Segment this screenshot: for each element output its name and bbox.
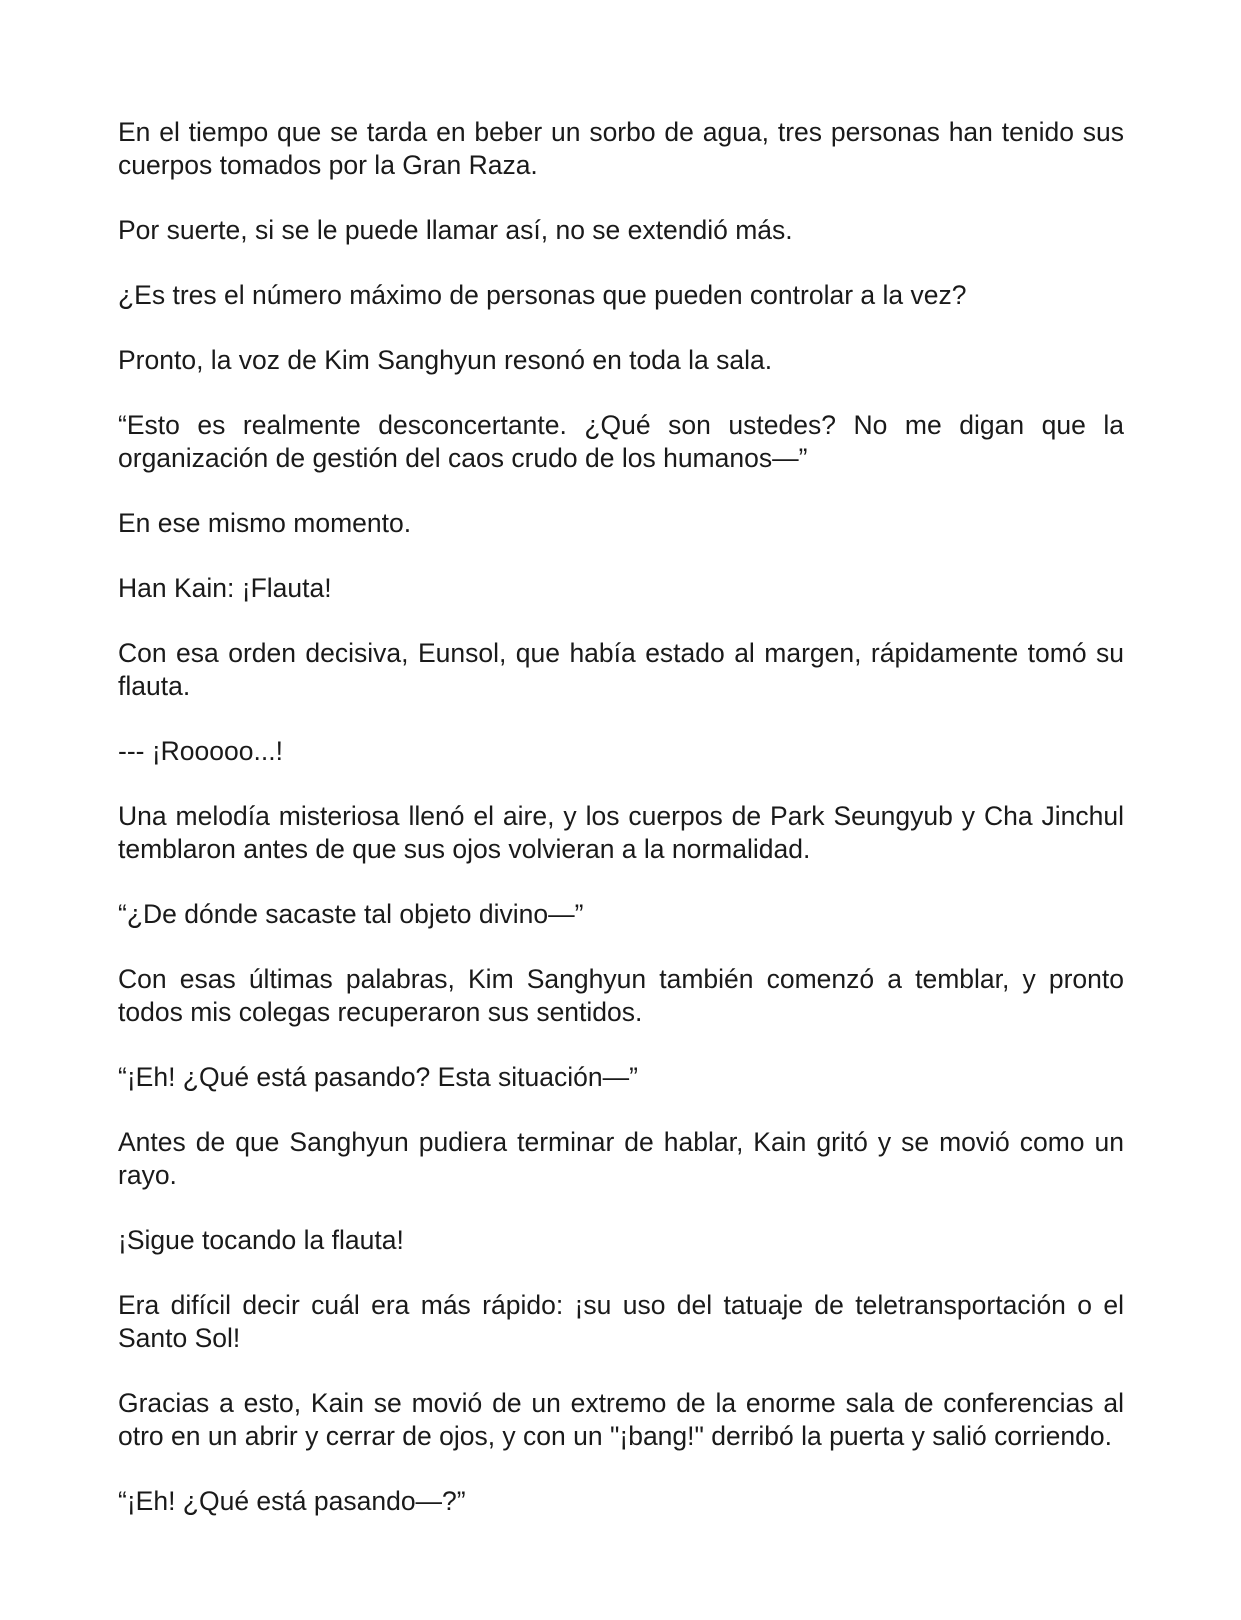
paragraph-7: Han Kain: ¡Flauta! — [118, 573, 332, 603]
paragraph-11: “¿De dónde sacaste tal objeto divino—” — [118, 899, 584, 929]
paragraph-8: Con esa orden decisiva, Eunsol, que había estado al margen, rápidamente tomó su flauta. — [118, 638, 1124, 701]
paragraph-14: Antes de que Sanghyun pudiera terminar de hablar, Kain gritó y se movió como un rayo. — [118, 1127, 1124, 1190]
paragraph-1: En el tiempo que se tarda en beber un sorbo de agua, tres personas han tenido sus cuerpos tomados por la Gran Raza. — [118, 117, 1124, 180]
paragraph-4: Pronto, la voz de Kim Sanghyun resonó en toda la sala. — [118, 345, 773, 375]
paragraph-17: Gracias a esto, Kain se movió de un extremo de la enorme sala de conferencias al otro en un abrir y cerrar de ojos, y con un "¡bang!" derribó la puerta y salió corriendo. — [118, 1388, 1124, 1451]
paragraph-5: “Esto es realmente desconcertante. ¿Qué son ustedes? No me digan que la organización de gestión del caos crudo de los humanos—” — [118, 410, 1124, 473]
paragraph-3: ¿Es tres el número máximo de personas que pueden controlar a la vez? — [118, 280, 967, 310]
paragraph-15: ¡Sigue tocando la flauta! — [118, 1225, 404, 1255]
paragraph-16: Era difícil decir cuál era más rápido: ¡su uso del tatuaje de teletransportación o el Santo Sol! — [118, 1290, 1124, 1353]
paragraph-6: En ese mismo momento. — [118, 508, 412, 538]
paragraph-2: Por suerte, si se le puede llamar así, no se extendió más. — [118, 215, 793, 245]
paragraph-9: --- ¡Rooooo...! — [118, 736, 283, 766]
document-page — [118, 116, 1124, 1550]
paragraph-10: Una melodía misteriosa llenó el aire, y los cuerpos de Park Seungyub y Cha Jinchul temblaron antes de que sus ojos volvieran a la normalidad. — [118, 801, 1124, 864]
paragraph-18: “¡Eh! ¿Qué está pasando—?” — [118, 1486, 466, 1516]
paragraph-12: Con esas últimas palabras, Kim Sanghyun también comenzó a temblar, y pronto todos mis colegas recuperaron sus sentidos. — [118, 964, 1124, 1027]
paragraph-13: “¡Eh! ¿Qué está pasando? Esta situación—” — [118, 1062, 638, 1092]
